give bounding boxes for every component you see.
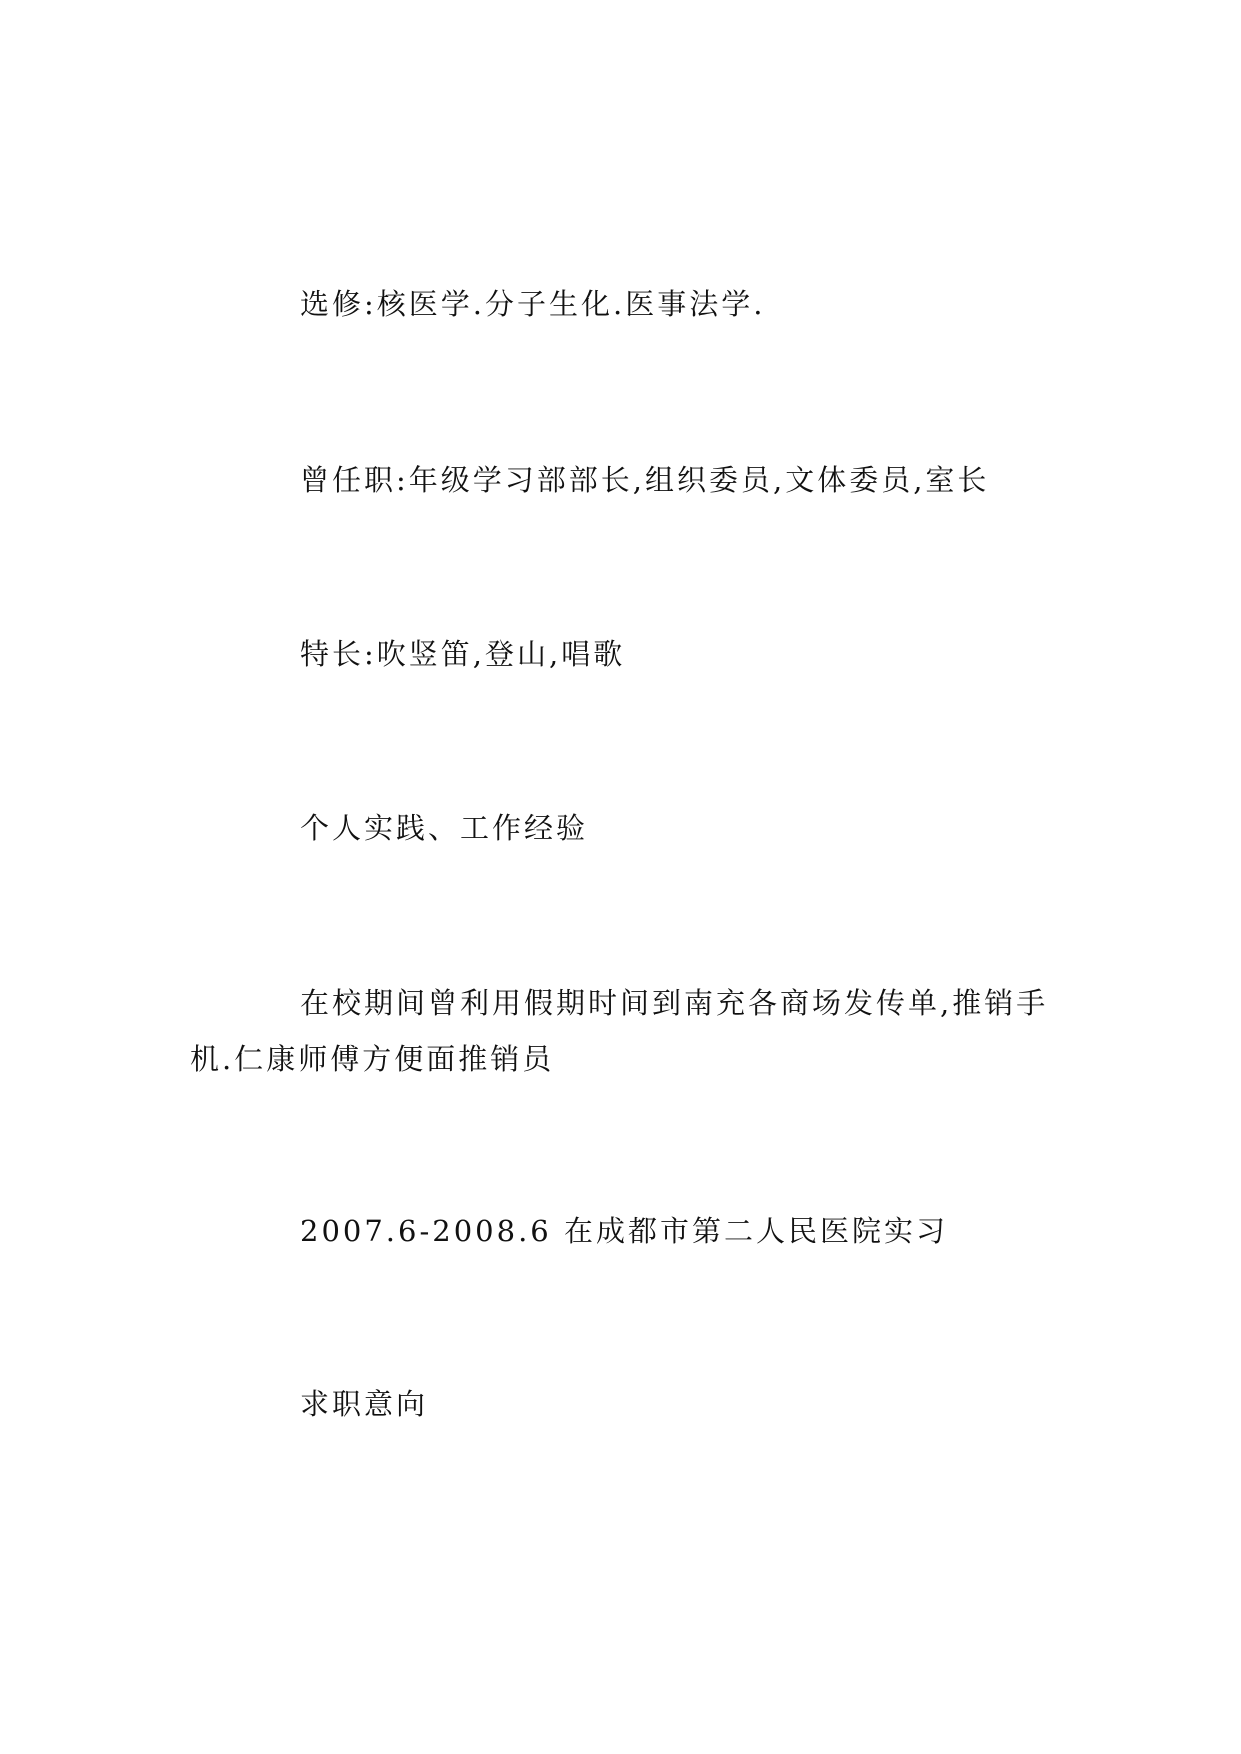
section-heading-job-intention: 求职意向: [300, 1387, 429, 1421]
paragraph-electives: 选修:核医学.分子生化.医事法学.: [300, 287, 766, 321]
paragraph-internship: 2007.6-2008.6 在成都市第二人民医院实习: [300, 1214, 948, 1248]
paragraph-positions-held: 曾任职:年级学习部部长,组织委员,文体委员,室长: [300, 463, 990, 497]
section-heading-experience: 个人实践、工作经验: [300, 811, 589, 845]
paragraph-skills: 特长:吹竖笛,登山,唱歌: [300, 637, 626, 671]
paragraph-part-time-work: 在校期间曾利用假期时间到南充各商场发传单,推销手机.仁康师傅方便面推销员: [190, 986, 1049, 1076]
